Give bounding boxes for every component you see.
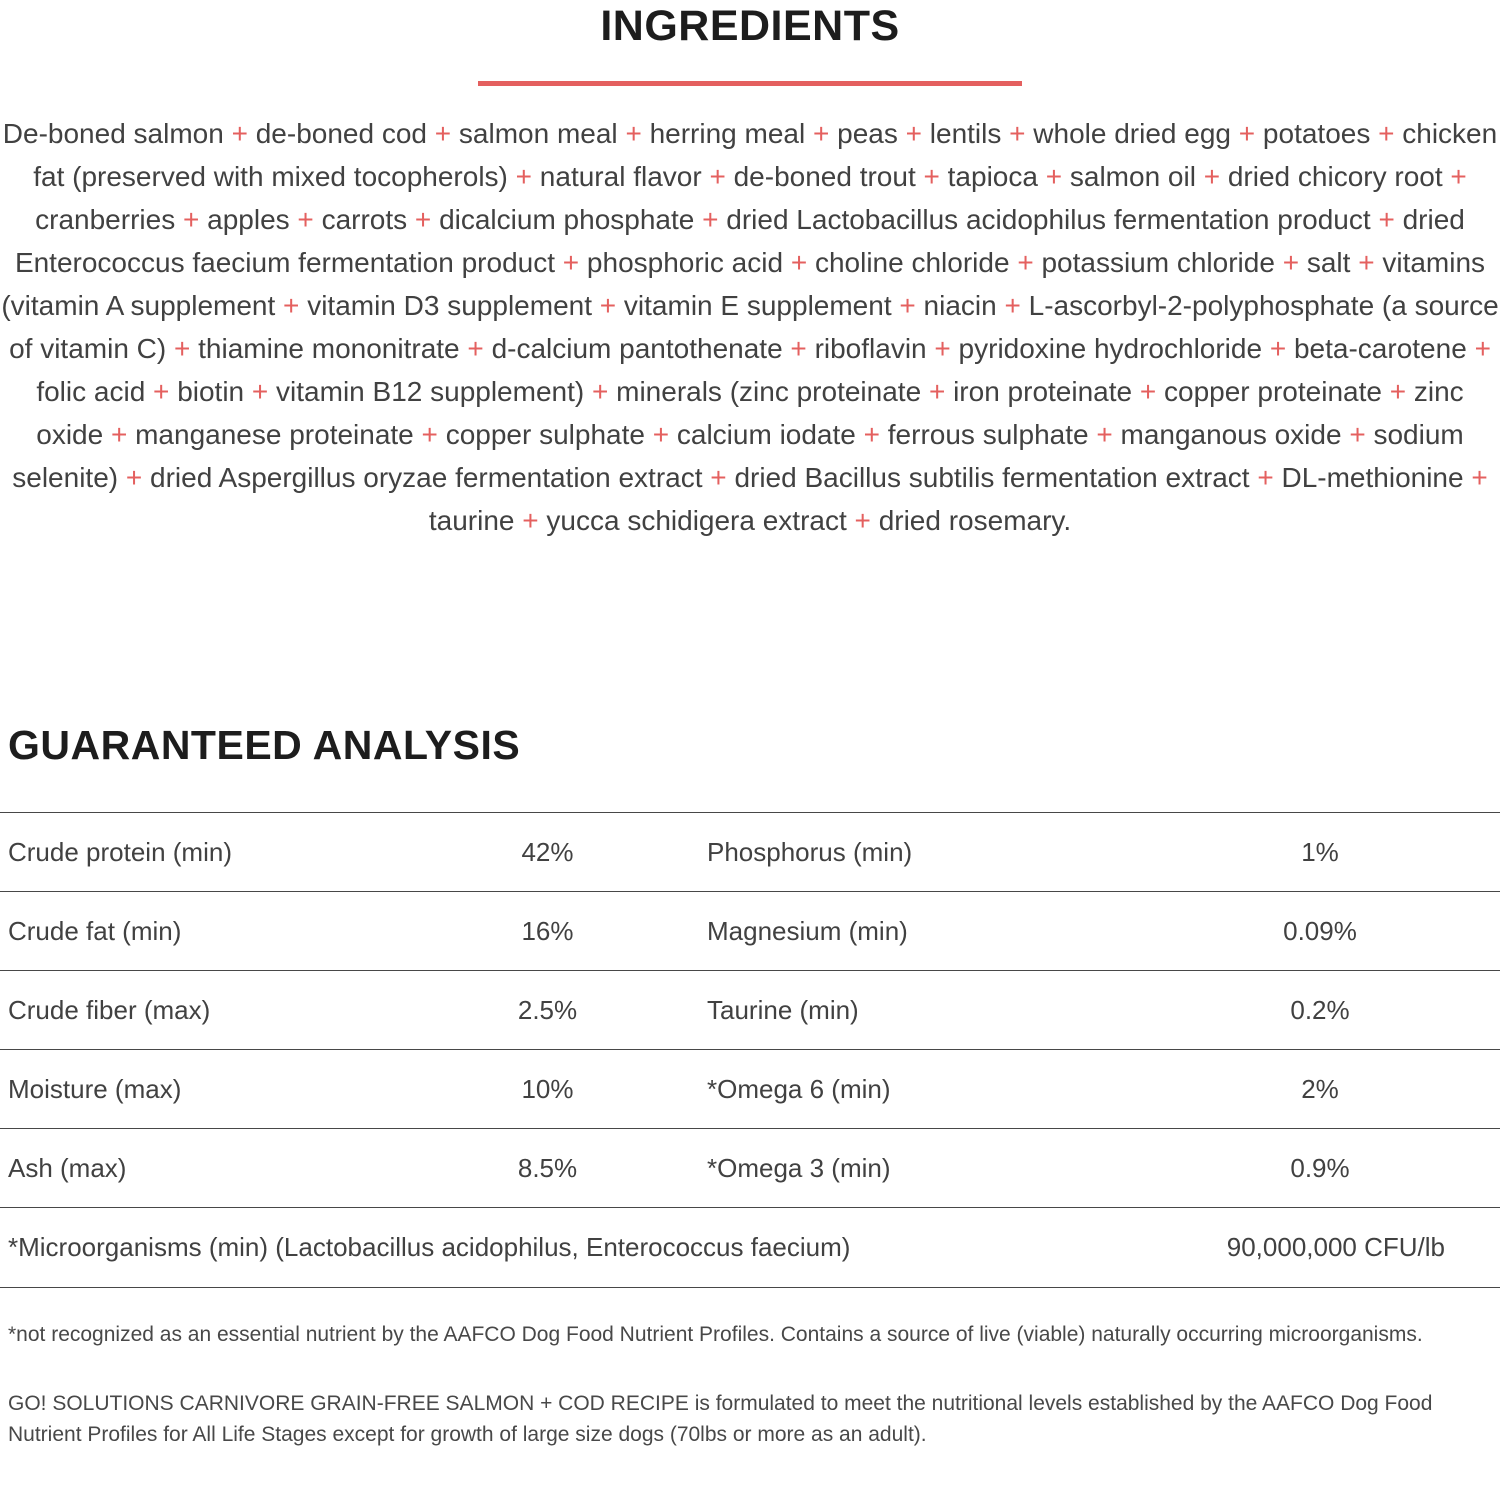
plus-separator: +: [1450, 161, 1467, 192]
analysis-pair-right: [707, 837, 1500, 868]
plus-separator: +: [110, 419, 128, 450]
analysis-left-value: 16%: [521, 915, 574, 946]
analysis-right-label: Taurine (min): [707, 994, 859, 1025]
ingredients-section: [0, 2, 1500, 542]
analysis-right-label: Magnesium (min): [707, 915, 908, 946]
analysis-pair-left: [0, 995, 660, 1026]
plus-separator: +: [813, 118, 830, 149]
analysis-pair-right: [707, 1074, 1500, 1105]
plus-separator: +: [1203, 161, 1221, 192]
plus-separator: +: [467, 333, 484, 364]
analysis-row: [0, 1129, 1500, 1208]
plus-separator: +: [1349, 419, 1366, 450]
plus-separator: +: [1474, 333, 1491, 364]
plus-separator: +: [905, 118, 922, 149]
plus-separator: +: [1257, 462, 1274, 493]
plus-separator: +: [854, 505, 871, 536]
analysis-pair-left: [0, 1153, 660, 1184]
plus-separator: +: [251, 376, 269, 407]
analysis-rows: [0, 813, 1500, 1208]
plus-separator: +: [153, 376, 170, 407]
plus-separator: +: [591, 376, 609, 407]
plus-separator: +: [1282, 247, 1300, 278]
plus-separator: +: [515, 161, 533, 192]
analysis-right-value: 0.2%: [1290, 994, 1350, 1025]
analysis-left-value: 8.5%: [517, 1152, 578, 1183]
plus-separator: +: [863, 419, 880, 450]
analysis-pair-left: [0, 1074, 660, 1105]
plus-separator: +: [125, 462, 143, 493]
plus-separator: +: [1017, 247, 1034, 278]
analysis-left-label: Crude protein (min): [8, 836, 232, 867]
plus-separator: +: [231, 118, 248, 149]
analysis-pair-right: [707, 995, 1500, 1026]
analysis-pair-left: [0, 837, 660, 868]
plus-separator: +: [709, 161, 726, 192]
plus-separator: +: [414, 204, 432, 235]
plus-separator: +: [599, 290, 617, 321]
analysis-right-label: Phosphorus (min): [707, 836, 913, 867]
analysis-left-value: 42%: [521, 836, 574, 867]
plus-separator: +: [1009, 118, 1026, 149]
plus-separator: +: [421, 419, 438, 450]
plus-separator: +: [1471, 462, 1488, 493]
plus-separator: +: [928, 376, 946, 407]
product-info-page: [0, 2, 1500, 1493]
microorganisms-label: *Microorganisms (min) (Lactobacillus acidophilus, Enterococcus faecium): [8, 1232, 851, 1262]
plus-separator: +: [182, 204, 200, 235]
ingredients-title: INGREDIENTS: [600, 2, 900, 50]
analysis-right-label: *Omega 6 (min): [707, 1073, 891, 1104]
plus-separator: +: [790, 333, 807, 364]
analysis-left-value: 10%: [521, 1073, 574, 1104]
plus-separator: +: [1358, 247, 1375, 278]
plus-separator: +: [1269, 333, 1287, 364]
analysis-pair-left: [0, 916, 660, 947]
plus-separator: +: [899, 290, 916, 321]
plus-separator: +: [702, 204, 719, 235]
analysis-pair-right: [707, 916, 1500, 947]
analysis-table: [0, 812, 1500, 1288]
plus-separator: +: [1238, 118, 1256, 149]
analysis-right-value: 0.9%: [1290, 1152, 1350, 1183]
analysis-row: [0, 1050, 1500, 1129]
asterisk-footnote: *not recognized as an essential nutrient by the AAFCO Dog Food Nutrient Profiles. Contains a source of live (viable) naturally occurring microorganisms.: [8, 1323, 1423, 1346]
analysis-left-label: Crude fat (min): [8, 915, 182, 946]
analysis-right-value: 2%: [1301, 1073, 1339, 1104]
analysis-right-label: *Omega 3 (min): [707, 1152, 891, 1183]
guaranteed-analysis-section: [0, 724, 1500, 1288]
analysis-pair-right: [707, 1153, 1500, 1184]
plus-separator: +: [1004, 290, 1021, 321]
aafco-statement: GO! SOLUTIONS CARNIVORE GRAIN-FREE SALMON + COD RECIPE is formulated to meet the nutritional levels established by the AAFCO Dog Food Nutrient Profiles for All Life Stages except for growth of large size dogs (70lbs or more as an adult).: [8, 1392, 1433, 1446]
plus-separator: +: [923, 161, 940, 192]
ingredients-text: De-boned salmon + de-boned cod + salmon meal + herring meal + peas + lentils + whole dried egg + potatoes + chicken fat (preserved with mixed tocopherols) + natural flavor + de-boned trout + tapioca + salmon oil + dried chicory root + cranberries + apples + carrots + dicalcium phosphate + dried Lactobacillus acidophilus fermentation product + dried Enterococcus faecium fermentation product + phosphoric acid + choline chloride + potassium chloride + salt + vitamins (vitamin A supplement + vitamin D3 supplement + vitamin E supplement + niacin + L-ascorbyl-2-polyphosphate (a source of vitamin C) + thiamine mononitrate + d-calcium pantothenate + riboflavin + pyridoxine hydrochloride + beta-carotene + folic acid + biotin + vitamin B12 supplement) + minerals (zinc proteinate + iron proteinate + copper proteinate + zinc oxide + manganese proteinate + copper sulphate + calcium iodate + ferrous sulphate + manganous oxide + sodium selenite) + dried Aspergillus oryzae fermentation extract + dried Bacillus subtilis fermentation extract + DL-methionine + taurine + yucca schidigera extract + dried rosemary.: [1, 118, 1499, 536]
analysis-row: [0, 892, 1500, 971]
analysis-left-label: Moisture (max): [8, 1073, 182, 1104]
plus-separator: +: [1389, 376, 1407, 407]
plus-separator: +: [1139, 376, 1157, 407]
analysis-row: [0, 971, 1500, 1050]
microorganisms-row: [0, 1208, 1500, 1288]
analysis-row: [0, 813, 1500, 892]
plus-separator: +: [790, 247, 808, 278]
guaranteed-analysis-title: GUARANTEED ANALYSIS: [8, 722, 521, 768]
plus-separator: +: [1045, 161, 1063, 192]
plus-separator: +: [562, 247, 580, 278]
plus-separator: +: [174, 333, 191, 364]
plus-separator: +: [934, 333, 951, 364]
analysis-right-value: 0.09%: [1283, 915, 1357, 946]
analysis-left-label: Ash (max): [8, 1152, 127, 1183]
plus-separator: +: [1096, 419, 1113, 450]
analysis-left-label: Crude fiber (max): [8, 994, 211, 1025]
microorganisms-value: 90,000,000 CFU/lb: [1226, 1232, 1445, 1262]
title-underline-rule: [478, 81, 1022, 86]
analysis-left-value: 2.5%: [517, 994, 578, 1025]
analysis-right-value: 1%: [1301, 836, 1339, 867]
plus-separator: +: [710, 462, 727, 493]
plus-separator: +: [434, 118, 452, 149]
plus-separator: +: [522, 505, 539, 536]
plus-separator: +: [297, 204, 314, 235]
plus-separator: +: [1378, 204, 1395, 235]
plus-separator: +: [652, 419, 670, 450]
plus-separator: +: [1378, 118, 1395, 149]
plus-separator: +: [283, 290, 300, 321]
plus-separator: +: [625, 118, 642, 149]
